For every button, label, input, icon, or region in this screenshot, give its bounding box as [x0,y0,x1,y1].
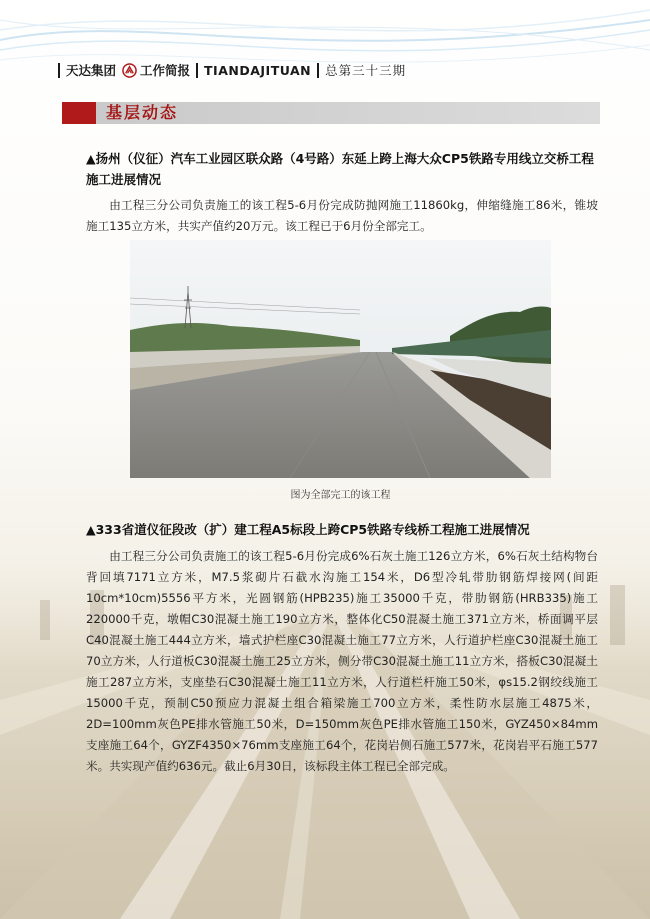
company-name: 天达集团 [66,63,117,78]
article-1-body: 由工程三分公司负责施工的该工程5-6月份完成防抛网施工11860kg，伸缩缝施工86米，锥坡施工135立方米，共实产值约20万元。该工程已于6月份全部完工。 [86,198,598,233]
photo-caption: 图为全部完工的该工程 [290,490,391,501]
article-2-title: ▲333省道仪征段改（扩）建工程A5标段上跨CP5铁路专线桥工程施工进展情况 [86,522,530,537]
header-bar [52,60,406,80]
header-divider [58,63,60,78]
issue-number: 总第三十三期 [325,63,407,78]
section-title: 基层动态 [106,103,179,122]
completed-project-photo [130,240,551,478]
article-1-title: ▲扬州（仪征）汽车工业园区联众路（4号路）东延上跨上海大众CP5铁路专用线立交桥工程施工进展情况 [86,151,594,187]
publication-name: 工作简报 [140,63,191,78]
article-2-body: 由工程三分公司负责施工的该工程5-6月份完成6%石灰土施工126立方米，6%石灰土结构物台背回填7171立方米，M7.5浆砌片石截水沟施工154米，D6型冷轧带肋钢筋焊接网(间距10cm*10cm)5556平方米，光圆钢筋(HPB235)施工35000千克，带肋钢筋(HRB335)施工220000千克，墩帽C30混凝土施工190立方米，整体化C50混凝土施工371立方米，桥面调平层C40混凝土施工444立方米，墙式护栏座C30混凝土施工77立方米，人行道护栏座C30混凝土施工70立方米，人行道板C30混凝土施工25立方米，侧分带C30混凝土施工11立方米，搭板C30混凝土施工287立方米，支座垫石C30混凝土施工11立方米，人行道栏杆施工50米，φs15.2钢绞线施工15000千克，预制C50预应力混凝土组合箱梁施工700立方米，柔性防水层施工4875米，2D=100mm灰色PE排水管施工50米，D=150mm灰色PE排水管施工150米，GYZ450×84mm支座施工64个，GYZF4350×76mm支座施工64个，花岗岩侧石施工577米，花岗岩平石施工577米。共实现产值约636元。截止6月30日，该标段主体工程已全部完成。 [86,549,598,773]
brand-name: TIANDAJITUAN [204,62,312,78]
company-logo-icon [122,63,137,78]
section-banner-accent [62,102,96,124]
section-banner [62,102,600,124]
header-divider [317,63,319,78]
header-divider [196,63,198,78]
